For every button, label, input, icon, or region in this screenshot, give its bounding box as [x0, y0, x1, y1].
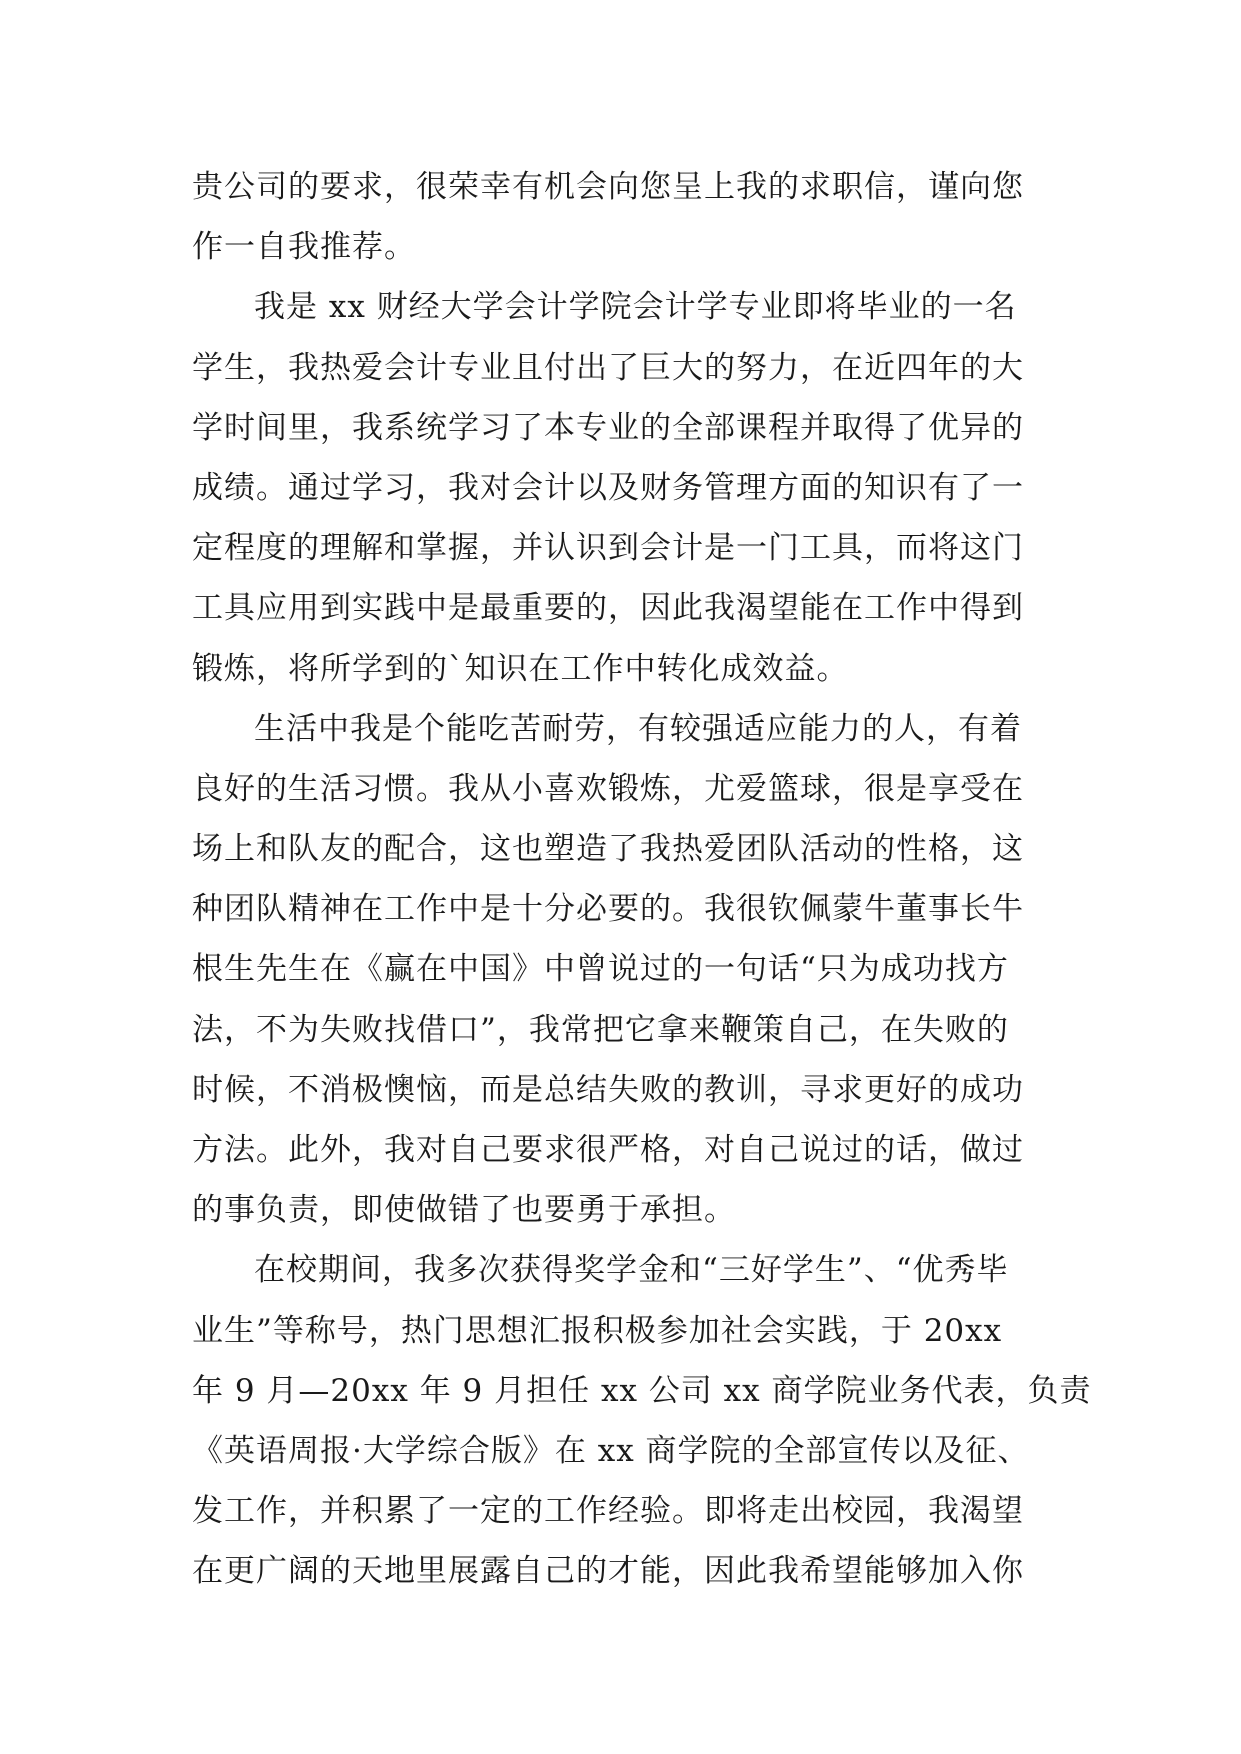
text-line: 成绩。通过学习，我对会计以及财务管理方面的知识有了一	[192, 469, 1024, 506]
text-line: 业生”等称号，热门思想汇报积极参加社会实践，于 20xx	[192, 1312, 1003, 1349]
text-line: 方法。此外，我对自己要求很严格，对自己说过的话，做过	[192, 1132, 1024, 1168]
text-line: 种团队精神在工作中是十分必要的。我很钦佩蒙牛董事长牛	[192, 891, 1024, 928]
text-line: 作一自我推荐。	[192, 229, 416, 266]
text-line: 定程度的理解和掌握，并认识到会计是一门工具，而将这门	[192, 530, 1024, 567]
text-line: 在更广阔的天地里展露自己的才能，因此我希望能够加入你	[192, 1553, 1024, 1590]
text-line: 良好的生活习惯。我从小喜欢锻炼，尤爱篮球，很是享受在	[192, 770, 1024, 807]
text-line: 锻炼，将所学到的`知识在工作中转化成效益。	[192, 650, 849, 687]
text-line: 法，不为失败找借口”，我常把它拿来鞭策自己，在失败的	[192, 1011, 1009, 1048]
text-line: 《英语周报·大学综合版》在 xx 商学院的全部宣传以及征、	[192, 1432, 1030, 1469]
text-line: 年 9 月—20xx 年 9 月担任 xx 公司 xx 商学院业务代表，负责	[192, 1372, 1092, 1409]
text-line: 场上和队友的配合，这也塑造了我热爱团队活动的性格，这	[192, 831, 1024, 868]
text-line: 我是 xx 财经大学会计学院会计学专业即将毕业的一名	[254, 289, 1017, 326]
text-line: 在校期间，我多次获得奖学金和“三好学生”、“优秀毕	[254, 1252, 1009, 1289]
text-line: 贵公司的要求，很荣幸有机会向您呈上我的求职信，谨向您	[192, 169, 1024, 205]
text-line: 的事负责，即使做错了也要勇于承担。	[192, 1192, 736, 1229]
text-line: 根生先生在《赢在中国》中曾说过的一句话“只为成功找方	[192, 951, 1009, 988]
text-line: 学生，我热爱会计专业且付出了巨大的努力，在近四年的大	[192, 349, 1024, 386]
text-line: 工具应用到实践中是最重要的，因此我渴望能在工作中得到	[192, 590, 1024, 627]
text-line: 发工作，并积累了一定的工作经验。即将走出校园，我渴望	[192, 1493, 1024, 1530]
letter-body	[192, 157, 1092, 1602]
text-line: 学时间里，我系统学习了本专业的全部课程并取得了优异的	[192, 409, 1024, 446]
text-line: 生活中我是个能吃苦耐劳，有较强适应能力的人，有着	[254, 710, 1022, 747]
text-line: 时候，不消极懊恼，而是总结失败的教训，寻求更好的成功	[192, 1071, 1024, 1108]
